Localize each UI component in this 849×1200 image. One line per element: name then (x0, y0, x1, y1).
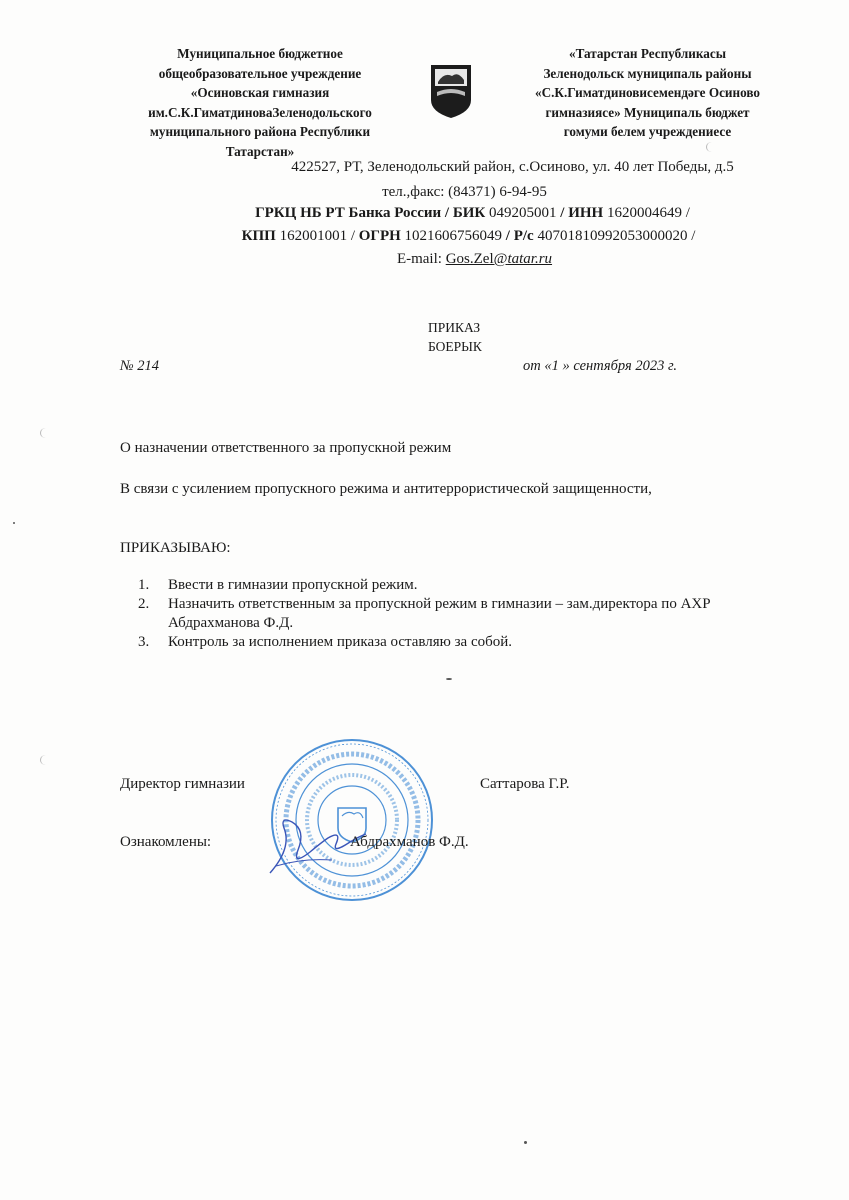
inn-value: 1620004649 (606, 205, 682, 221)
header-left-line: муниципального района Республики (149, 124, 371, 139)
scan-speck (524, 1141, 527, 1144)
header-right-org-tt (515, 44, 780, 142)
header-right-line: гомуми белем учреждениесе (563, 124, 732, 139)
bank-details-line-1: ГРКЦ НБ РТ Банка России / БИК 049205001 / ИНН 1620004649 / (255, 205, 690, 221)
header-right-line: гимназиясе» Муниципаль бюджет (545, 104, 750, 120)
list-item (120, 633, 760, 652)
order-title-ru: ПРИКАЗ (428, 320, 481, 335)
order-subject: О назначении ответственного за пропускной режим (120, 440, 452, 456)
ogrn-label: ОГРН (358, 228, 401, 244)
familiarized-name: Абдрахманов Ф.Д. (350, 834, 469, 850)
rs-value: 40701810992053000020 (537, 228, 688, 244)
kpp-value: 162001001 (279, 228, 348, 244)
ogrn-value: 1021606756049 (404, 228, 503, 244)
order-number: № 214 (120, 358, 160, 374)
header-left-line: общеобразовательное учреждение (158, 65, 362, 81)
grkc-label: ГРКЦ НБ РТ Банка России / (255, 205, 450, 221)
email-link[interactable] (446, 251, 552, 267)
list-item-number: 3. (138, 634, 150, 650)
scan-speck (446, 678, 452, 680)
header-right-line: «Татарстан Республикасы (568, 46, 727, 61)
email-domain: tatar.ru (507, 251, 553, 267)
list-item-text: Ввести в гимназии пропускной режим. (168, 577, 418, 593)
coat-of-arms-icon (428, 62, 474, 120)
familiarized-label: Ознакомлены: (120, 834, 212, 850)
phone-line: тел.,факс: (84371) 6-94-95 (382, 184, 547, 200)
scan-mark (40, 755, 51, 765)
email-user: Gos.Zel@ (445, 251, 508, 267)
list-item (120, 576, 760, 595)
list-item (120, 595, 760, 633)
scan-mark (40, 428, 51, 438)
kpp-label: КПП (241, 228, 276, 244)
header-left-line: Татарстан» (225, 143, 295, 159)
list-item-text: Контроль за исполнением приказа оставляю за собой. (168, 634, 513, 650)
header-right-line: «С.К.Гиматдиновисемендәге Осиново (534, 85, 761, 100)
scan-speck (13, 522, 15, 524)
header-right-line: Зеленодольск муниципаль районы (543, 65, 752, 81)
header-left-line: Муниципальное бюджетное (177, 46, 343, 61)
email-label: E-mail: (396, 251, 442, 267)
scan-mark (706, 142, 717, 152)
list-item-number: 1. (138, 577, 150, 593)
order-items-list (120, 576, 760, 652)
order-title (428, 318, 482, 356)
list-item-number: 2. (138, 596, 150, 612)
rs-label: Р/с (513, 228, 534, 244)
bank-details-line-2: КПП 162001001 / ОГРН 1021606756049 / Р/с 40701810992053000020 / (241, 228, 696, 244)
director-name: Саттарова Г.Р. (480, 776, 570, 792)
address-line: 422527, РТ, Зеленодольский район, с.Осиново, ул. 40 лет Победы, д.5 (291, 159, 734, 175)
order-date: от «1 » сентября 2023 г. (523, 358, 678, 374)
order-title-tt: БОЕРЫК (428, 339, 482, 354)
header-left-line: «Осиновская гимназия (190, 85, 330, 100)
decree-word: ПРИКАЗЫВАЮ: (120, 540, 231, 556)
bik-value: 049205001 (489, 205, 557, 221)
director-title: Директор гимназии (120, 776, 245, 792)
list-item-text: Назначить ответственным за пропускной режим в гимназии – зам.директора по АХР Абдрахманова Ф.Д. (168, 596, 711, 631)
email-line (50, 251, 849, 268)
order-preamble: В связи с усилением пропускного режима и антитеррористической защищенности, (120, 481, 652, 497)
header-left-org-ru (120, 44, 400, 161)
bik-label: БИК (452, 205, 486, 221)
header-left-line: им.С.К.ГиматдиноваЗеленодольского (148, 104, 372, 120)
inn-label: ИНН (568, 205, 604, 221)
